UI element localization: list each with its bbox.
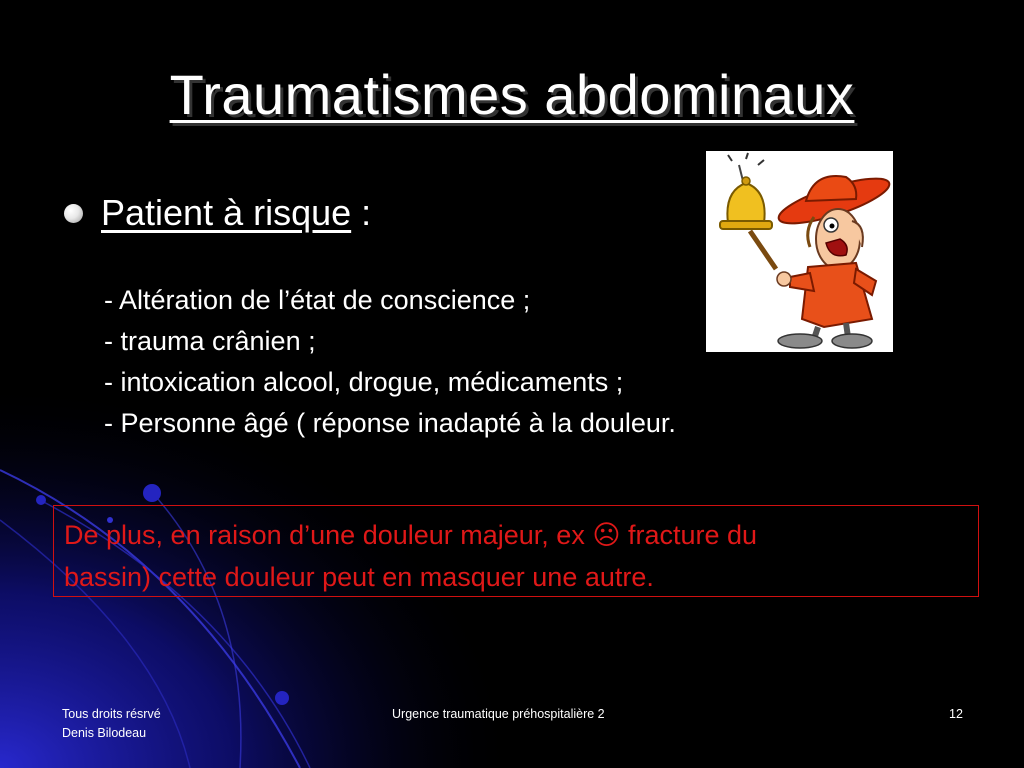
note-line: bassin) cette douleur peut en masquer une autre. [64, 562, 654, 592]
list-item: - trauma crânien ; [104, 326, 316, 356]
bullet-heading [64, 192, 371, 234]
bullet-label: Patient à risque [101, 192, 352, 233]
list-item: - Personne âgé ( réponse inadapté à la douleur. [104, 408, 676, 438]
list-item: - intoxication alcool, drogue, médicaments ; [104, 367, 624, 397]
slide-title: Traumatismes abdominaux [169, 63, 855, 126]
bullet-colon: : [361, 192, 372, 233]
footer-author: Denis Bilodeau [62, 726, 147, 740]
cartoon-man-ringing-bell-icon [706, 151, 893, 352]
risk-list [104, 280, 676, 444]
footer-copyright [62, 705, 161, 743]
note-line: De plus, en raison d’une douleur majeur, ex ☹ fracture du [64, 520, 758, 550]
warning-note-box [53, 505, 979, 597]
bullet-dot-icon [64, 204, 83, 223]
list-item: - Altération de l’état de conscience ; [104, 285, 531, 315]
footer-page-number: 12 [949, 707, 963, 721]
footer-presentation-title: Urgence traumatique préhospitalière 2 [392, 707, 605, 721]
footer-rights: Tous droits résrvé [62, 707, 161, 721]
